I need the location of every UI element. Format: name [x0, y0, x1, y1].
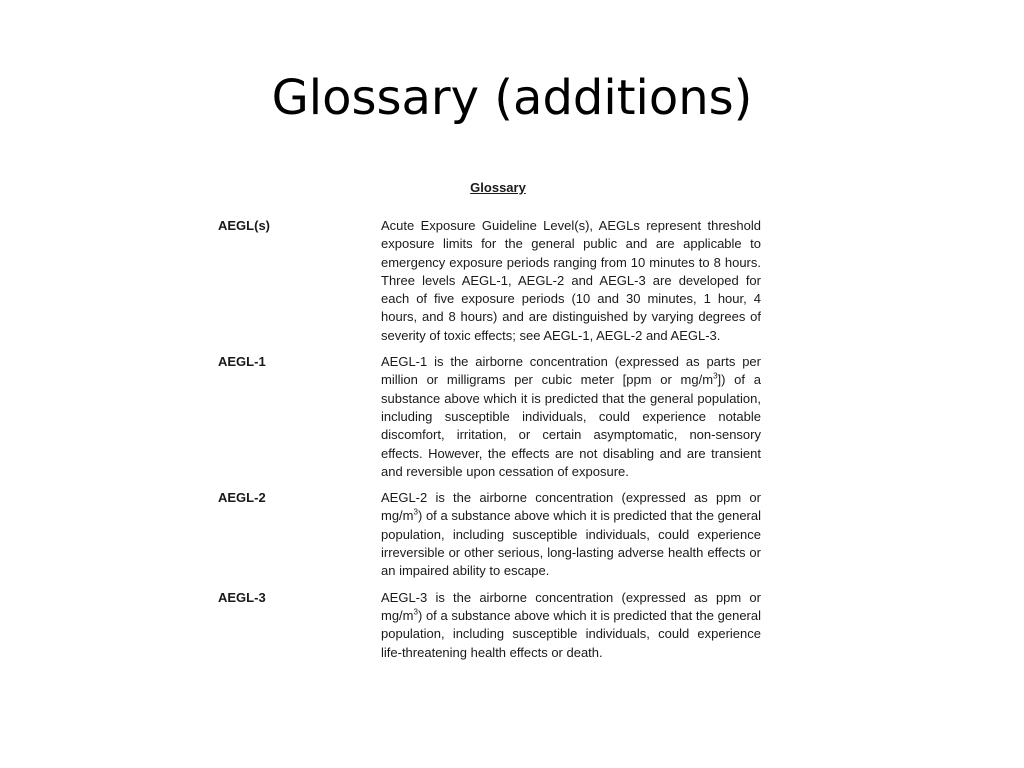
definition-text: AEGL-1 is the airborne concentration (expressed as parts per million or milligrams per cubic meter [ppm or mg/m — [381, 354, 761, 388]
glossary-term: AEGL-1 — [218, 354, 266, 370]
glossary-document — [218, 180, 764, 670]
glossary-entry-aegl-1 — [218, 353, 764, 481]
superscript-3: 3 — [413, 607, 418, 617]
glossary-term: AEGL(s) — [218, 218, 270, 233]
glossary-definition — [381, 589, 761, 662]
superscript-3: 3 — [713, 372, 718, 382]
definition-text: ) of a substance above which it is predicted that the general population, including susceptible individuals, could experience irreversible or other serious, long-lasting adverse health effects or an impaired ability to escape. — [381, 508, 761, 579]
glossary-definition — [381, 353, 761, 481]
superscript-3: 3 — [413, 508, 418, 518]
definition-text: AEGL-2 is the airborne concentration (expressed as ppm or mg/m — [381, 490, 761, 524]
glossary-term: AEGL-2 — [218, 490, 266, 506]
glossary-entry-aegl-3 — [218, 589, 764, 662]
definition-text: ) of a substance above which it is predicted that the general population, including susceptible individuals, could experience life-threatening health effects or death. — [381, 607, 761, 660]
glossary-entry-aegl-2 — [218, 489, 764, 580]
glossary-definition: Acute Exposure Guideline Level(s), AEGLs represent threshold exposure limits for the general public and are applicable to emergency exposure periods ranging from 10 minutes to 8 hours. Three levels AEGL-1, AEGL-2 and AEGL-3 are developed for each of five exposure periods (10 and 30 minutes, 1 hour, 4 hours, and 8 hours) and are distinguished by varying degrees of severity of toxic effects; see AEGL-1, AEGL-2 and AEGL-3. — [381, 218, 761, 343]
glossary-entry-aegls — [218, 217, 764, 345]
definition-text: AEGL-3 is the airborne concentration (expressed as ppm or mg/m — [381, 589, 761, 623]
glossary-heading: Glossary — [470, 180, 526, 195]
definition-text: ]) of a substance above which it is predicted that the general population, including susceptible individuals, could experience notable discomfort, irritation, or certain asymptomatic, non-sensory effects. However, the effects are not disabling and are transient and reversible upon cessation of exposure. — [381, 372, 761, 479]
glossary-term: AEGL-3 — [218, 589, 266, 605]
glossary-definition — [381, 489, 761, 580]
slide-title: Glossary (additions) — [271, 70, 753, 126]
